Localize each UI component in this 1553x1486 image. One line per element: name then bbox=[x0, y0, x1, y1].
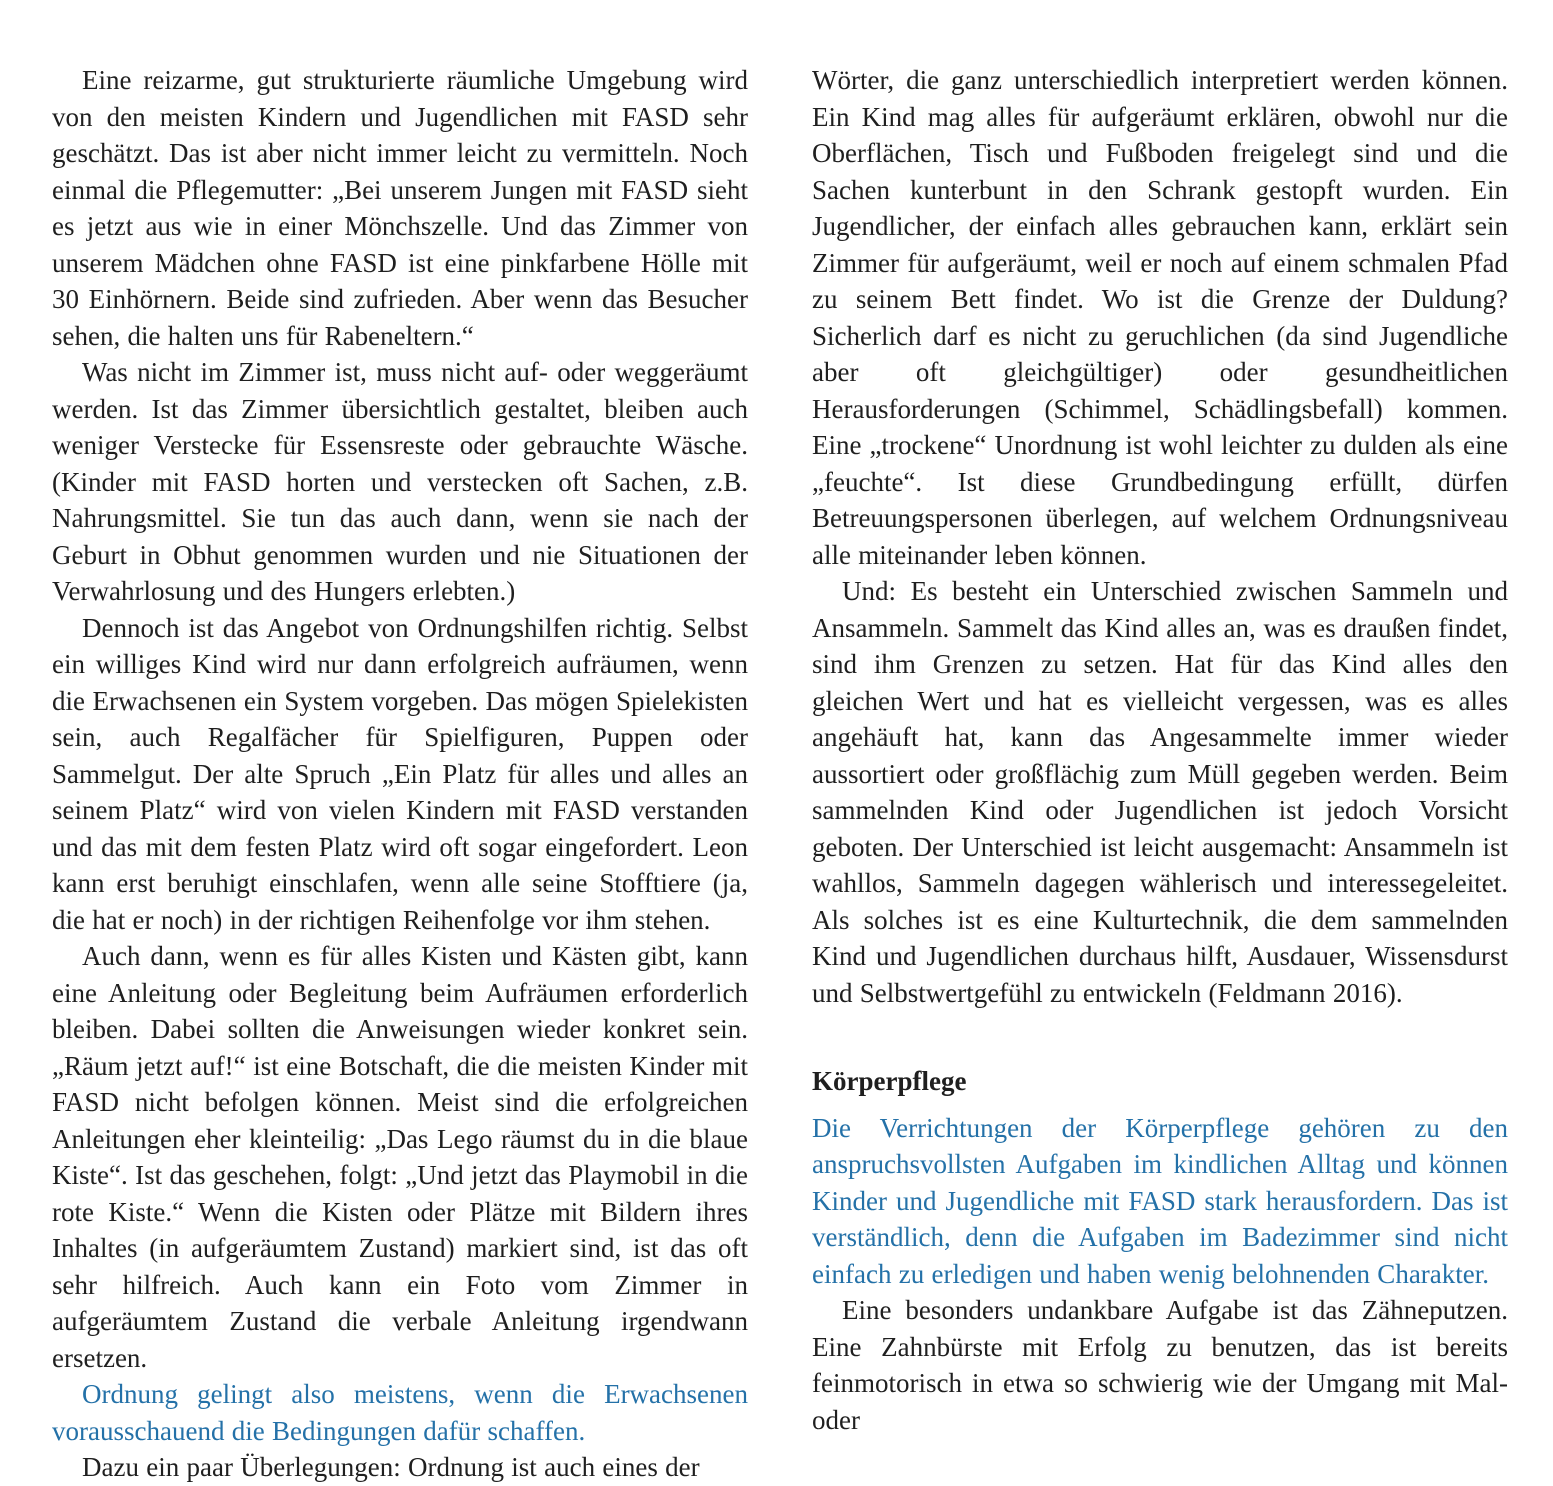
body-paragraph: Auch dann, wenn es für alles Kisten und Kästen gibt, kann eine Anleitung oder Begleitung beim Aufräumen erforderlich bleiben. Dabei sollten die Anweisungen wieder konkret sein. „Räum jetzt auf!“ ist eine Botschaft, die die meisten Kinder mit FASD nicht befolgen können. Meist sind die erfolgreichen Anleitungen eher kleinteilig: „Das Lego räumst du in die blaue Kiste“. Ist das geschehen, folgt: „Und jetzt das Playmobil in die rote Kiste.“ Wenn die Kisten oder Plätze mit Bildern ihres Inhaltes (in aufgeräumtem Zustand) markiert sind, ist das oft sehr hilfreich. Auch kann ein Foto vom Zimmer in aufgeräumtem Zustand die verbale Anleitung irgendwann ersetzen. bbox=[52, 941, 748, 1373]
body-paragraph: Und: Es besteht ein Unterschied zwischen Sammeln und Ansammeln. Sammelt das Kind alles an, was es draußen findet, sind ihm Grenzen zu setzen. Hat für das Kind alles den gleichen Wert und hat es vielleicht vergessen, was es alles angehäuft hat, kann das Angesammelte immer wieder aussortiert oder großflächig zum Müll gegeben werden. Beim sammelnden Kind oder Jugendlichen ist jedoch Vorsicht geboten. Der Unterschied ist leicht ausgemacht: Ansammeln ist wahllos, Sammeln dagegen wählerisch und interessegeleitet. Als solches ist es eine Kulturtechnik, die dem sammelnden Kind und Jugendlichen durchaus hilft, Ausdauer, Wissensdurst und Selbstwertgefühl zu entwickeln (Feldmann 2016). bbox=[812, 576, 1508, 1008]
right-column bbox=[812, 62, 1508, 1441]
body-paragraph: Dennoch ist das Angebot von Ordnungshilfen richtig. Selbst ein williges Kind wird nur dann erfolgreich aufräumen, wenn die Erwachsenen ein System vorgeben. Das mögen Spielekisten sein, auch Regalfächer für Spielfiguren, Puppen oder Sammelgut. Der alte Spruch „Ein Platz für alles und alles an seinem Platz“ wird von vielen Kindern mit FASD verstanden und das mit dem festen Platz wird oft sogar eingefordert. Leon kann erst beruhigt einschlafen, wenn alle seine Stofftiere (ja, die hat er noch) in der richtigen Reihenfolge vor ihm stehen. bbox=[52, 612, 748, 935]
section-heading: Körperpflege bbox=[812, 1066, 967, 1096]
left-column bbox=[52, 62, 748, 1482]
highlighted-paragraph: Die Verrichtungen der Körperpflege gehören zu den anspruchsvollsten Aufgaben im kindlichen Alltag und können Kinder und Jugendliche mit FASD stark herausfordern. Das ist verständlich, denn die Aufgaben im Badezimmer sind nicht einfach zu erledigen und haben wenig belohnenden Charakter. bbox=[812, 1112, 1508, 1289]
body-paragraph: Dazu ein paar Überlegungen: Ordnung ist auch eines der bbox=[82, 1452, 700, 1482]
body-paragraph: Eine reizarme, gut strukturierte räumliche Umgebung wird von den meisten Kindern und Jugendlichen mit FASD sehr geschätzt. Das ist aber nicht immer leicht zu vermitteln. Noch einmal die Pflegemutter: „Bei unserem Jungen mit FASD sieht es jetzt aus wie in einer Mönchszelle. Und das Zimmer von unserem Mädchen ohne FASD ist eine pinkfarbene Hölle mit 30 Einhörnern. Beide sind zufrieden. Aber wenn das Besucher sehen, die halten uns für Rabeneltern.“ bbox=[52, 65, 748, 351]
body-paragraph: Wörter, die ganz unterschiedlich interpretiert werden können. Ein Kind mag alles für aufgeräumt erklären, obwohl nur die Oberflächen, Tisch und Fußboden freigelegt sind und die Sachen kunterbunt in den Schrank gestopft wurden. Ein Jugendlicher, der einfach alles gebrauchen kann, erklärt sein Zimmer für aufgeräumt, weil er noch auf einem schmalen Pfad zu seinem Bett findet. Wo ist die Grenze der Duldung? Sicherlich darf es nicht zu geruchlichen (da sind Jugendliche aber oft gleichgültiger) oder gesundheitlichen Herausforderungen (Schimmel, Schädlingsbefall) kommen. Eine „trockene“ Unordnung ist wohl leichter zu dulden als eine „feuchte“. Ist diese Grundbedingung erfüllt, dürfen Betreuungspersonen überlegen, auf welchem Ordnungsniveau alle miteinander leben können. bbox=[812, 65, 1508, 570]
body-paragraph: Eine besonders undankbare Aufgabe ist das Zähneputzen. Eine Zahnbürste mit Erfolg zu benutzen, das ist bereits feinmotorisch in etwa so schwierig wie der Umgang mit Mal- oder bbox=[812, 1295, 1508, 1435]
highlighted-paragraph: Ordnung gelingt also meistens, wenn die Erwachsenen vorausschauend die Bedingungen dafür schaffen. bbox=[52, 1379, 748, 1446]
body-paragraph: Was nicht im Zimmer ist, muss nicht auf- oder weggeräumt werden. Ist das Zimmer übersichtlich gestaltet, bleiben auch weniger Verstecke für Essensreste oder gebrauchte Wäsche. (Kinder mit FASD horten und verstecken oft Sachen, z.B. Nahrungsmittel. Sie tun das auch dann, wenn sie nach der Geburt in Obhut genommen wurden und nie Situationen der Verwahrlosung und des Hungers erlebten.) bbox=[52, 357, 748, 606]
